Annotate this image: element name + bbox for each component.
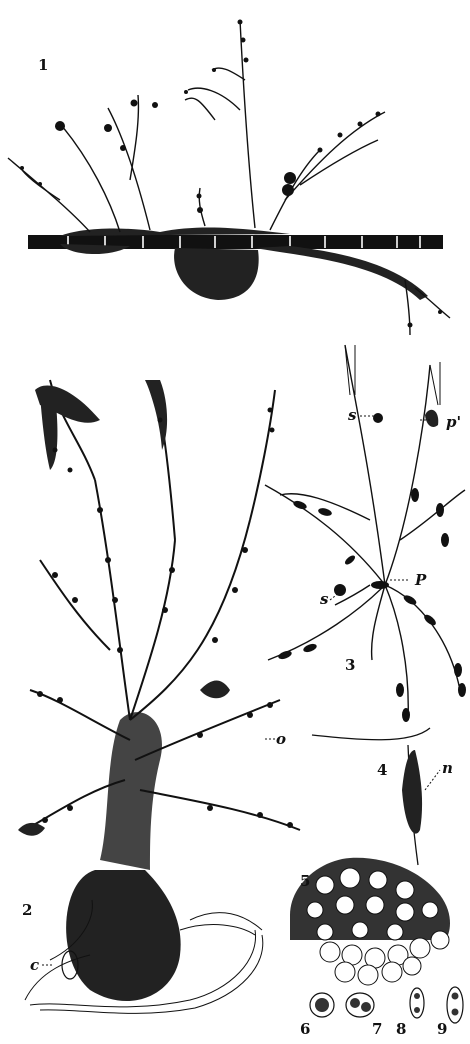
figure-label-3: 3: [345, 656, 356, 674]
label-s-lower: s: [320, 590, 329, 608]
label-o: o: [276, 730, 287, 748]
label-s-upper: s: [348, 406, 357, 424]
figures-6-9-drawing: [310, 987, 463, 1023]
label-p-prime: p': [446, 413, 462, 431]
label-p: P: [415, 571, 427, 589]
figure-label-8: 8: [396, 1020, 407, 1038]
figure-label-5: 5: [300, 872, 311, 890]
figure-label-2: 2: [22, 901, 33, 919]
figure-label-1: 1: [38, 56, 49, 74]
figure-1-drawing: [8, 20, 450, 336]
figure-3-drawing: [265, 345, 466, 722]
label-c: c: [30, 956, 40, 974]
label-n: n: [442, 759, 453, 777]
figure-label-7: 7: [372, 1020, 383, 1038]
figure-4-drawing: [312, 728, 440, 865]
figure-5-drawing: [290, 858, 450, 985]
figure-label-6: 6: [300, 1020, 311, 1038]
figure-label-9: 9: [437, 1020, 448, 1038]
figure-label-4: 4: [377, 761, 388, 779]
figure-2-drawing: [18, 380, 300, 1013]
